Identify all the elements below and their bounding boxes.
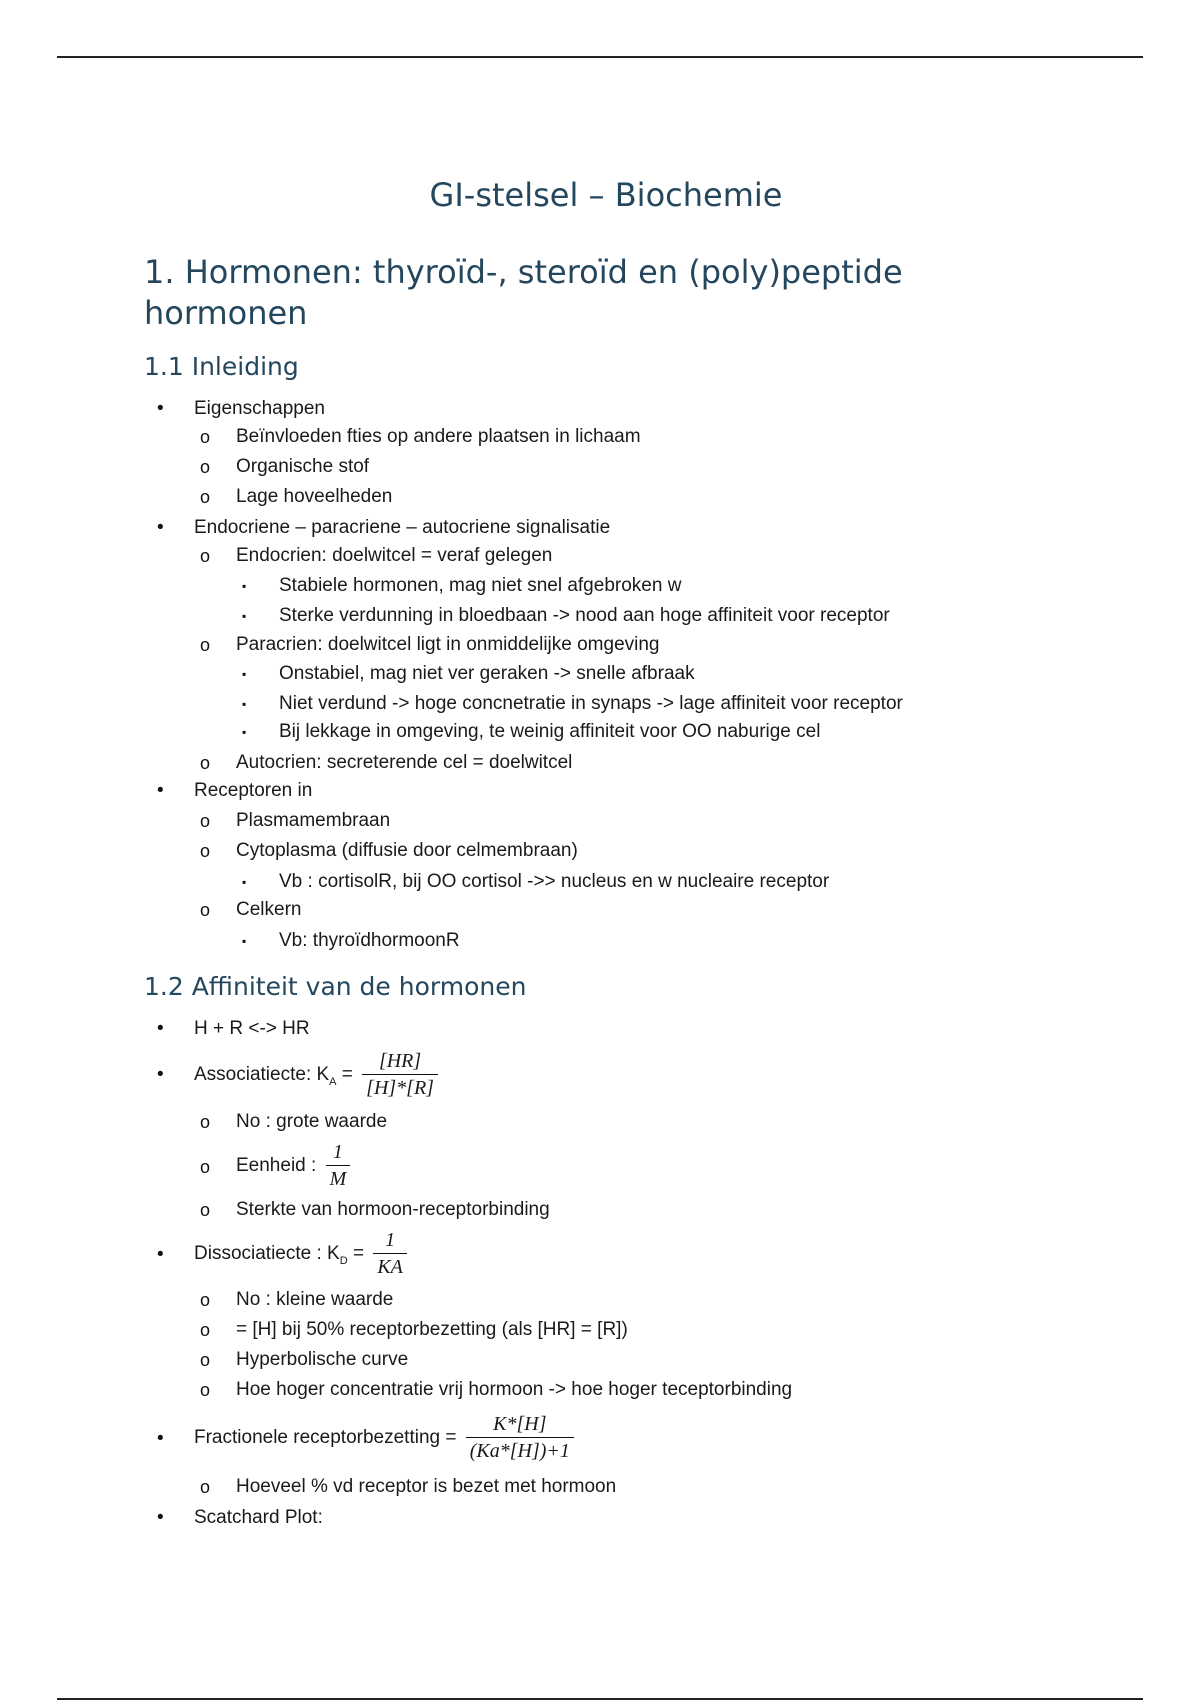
dissoc-fraction: [373, 1227, 407, 1280]
bullet-l2: o: [200, 1350, 211, 1370]
bullet-l2: o: [200, 487, 211, 507]
list-item: Hoe hoger concentratie vrij hormoon -> hoe hoger teceptorbinding: [236, 1379, 793, 1400]
dissoc-denominator: KA: [373, 1253, 407, 1280]
dissoc-subscript: D: [339, 1254, 348, 1267]
bullet-l2: o: [200, 1112, 211, 1132]
bullet-l3: ▪: [242, 697, 247, 711]
eenheid-numerator: 1: [332, 1141, 343, 1164]
heading-hormonen: 1. Hormonen: thyroïd-, steroïd en (poly)peptide hormonen: [144, 253, 903, 332]
occupancy-denominator: (Ka*[H])+1: [466, 1437, 574, 1464]
list-item: Hoeveel % vd receptor is bezet met hormoon: [236, 1476, 617, 1497]
bullet-l2: o: [200, 635, 211, 655]
bullet-l1: •: [157, 398, 164, 419]
list-item: Paracrien: doelwitcel ligt in onmiddelijke omgeving: [236, 634, 660, 655]
bullet-l2: o: [200, 811, 211, 831]
bullet-l1: •: [157, 1018, 164, 1039]
list-item: Scatchard Plot:: [194, 1507, 323, 1528]
list-item: Sterkte van hormoon-receptorbinding: [236, 1199, 550, 1220]
eenheid-fraction: [326, 1139, 351, 1192]
list-item: Cytoplasma (diffusie door celmembraan): [236, 840, 578, 861]
occupancy-fraction: [466, 1411, 574, 1464]
bullet-l1: •: [157, 1064, 164, 1085]
occupancy-numerator: K*[H]: [493, 1413, 547, 1436]
list-item: Sterke verdunning in bloedbaan -> nood aan hoge affiniteit voor receptor: [279, 605, 890, 626]
document-title: GI-stelsel – Biochemie: [429, 176, 783, 214]
list-item: Vb : cortisolR, bij OO cortisol ->> nucleus en w nucleaire receptor: [279, 871, 830, 892]
list-item: Endocrien: doelwitcel = veraf gelegen: [236, 545, 553, 566]
frac-label: Fractionele receptorbezetting =: [194, 1427, 457, 1448]
bullet-l2: o: [200, 427, 211, 447]
bullet-l2: o: [200, 1380, 211, 1400]
header-rule: [57, 56, 1143, 58]
list-item: H + R <-> HR: [194, 1018, 310, 1039]
bullet-l3: ▪: [242, 725, 247, 739]
list-item: Bij lekkage in omgeving, te weinig affiniteit voor OO naburige cel: [279, 721, 821, 742]
dissoc-numerator: 1: [385, 1229, 396, 1252]
assoc-subscript: A: [329, 1075, 337, 1088]
eenheid-denominator: M: [326, 1165, 351, 1192]
bullet-l1: •: [157, 1428, 164, 1449]
list-item: Onstabiel, mag niet ver geraken -> snelle afbraak: [279, 663, 695, 684]
bullet-l3: ▪: [242, 934, 247, 948]
heading-inleiding: 1.1 Inleiding: [144, 352, 299, 381]
assoc-fraction: [362, 1048, 438, 1101]
list-item: Niet verdund -> hoge concnetratie in synaps -> lage affiniteit voor receptor: [279, 693, 903, 714]
eenheid-label: Eenheid :: [236, 1155, 317, 1176]
bullet-l3: ▪: [242, 609, 247, 623]
list-item: Beïnvloeden fties op andere plaatsen in lichaam: [236, 426, 641, 447]
list-item: Stabiele hormonen, mag niet snel afgebroken w: [279, 575, 682, 596]
dissoc-label: Dissociatiecte : K: [194, 1243, 340, 1264]
assoc-numerator: [HR]: [378, 1050, 422, 1073]
assoc-label: Associatiecte: K: [194, 1064, 330, 1085]
bullet-l3: ▪: [242, 667, 247, 681]
heading-affiniteit: 1.2 Affiniteit van de hormonen: [144, 972, 527, 1001]
bullet-l1: •: [157, 1244, 164, 1265]
bullet-l2: o: [200, 753, 211, 773]
bullet-l2: o: [200, 1320, 211, 1340]
bullet-l3: ▪: [242, 875, 247, 889]
list-item: Plasmamembraan: [236, 810, 391, 831]
dissoc-constant-line: Dissociatiecte : $K_D$ = $\frac{1}{KA}$: [194, 1219, 407, 1296]
assoc-denominator: [H]*[R]: [362, 1074, 438, 1101]
bullet-l1: •: [157, 517, 164, 538]
bullet-l1: •: [157, 780, 164, 801]
list-item: Vb: thyroïdhormoonR: [279, 930, 460, 951]
list-item: Eigenschappen: [194, 398, 325, 419]
list-item: No : kleine waarde: [236, 1289, 394, 1310]
list-item: Lage hoveelheden: [236, 486, 393, 507]
list-item: No : grote waarde: [236, 1111, 388, 1132]
bullet-l1: •: [157, 1507, 164, 1528]
bullet-l2: o: [200, 457, 211, 477]
list-item: Organische stof: [236, 456, 370, 477]
bullet-l3: ▪: [242, 579, 247, 593]
list-item: = [H] bij 50% receptorbezetting (als [HR] = [R]): [236, 1319, 628, 1340]
bullet-l2: o: [200, 900, 211, 920]
list-item: Celkern: [236, 899, 302, 920]
bullet-l2: o: [200, 1157, 211, 1177]
bullet-l2: o: [200, 1290, 211, 1310]
assoc-constant-line: Associatiecte: $K_A$ = $\frac{[HR]}{[H]*[R]}$: [194, 1040, 438, 1117]
list-item: Receptoren in: [194, 780, 313, 801]
fractional-occupancy-line: [194, 1403, 574, 1473]
eenheid-line: [236, 1131, 350, 1201]
list-item: Hyperbolische curve: [236, 1349, 409, 1370]
bullet-l2: o: [200, 1477, 211, 1497]
bullet-l2: o: [200, 841, 211, 861]
bullet-l2: o: [200, 546, 211, 566]
bullet-l2: o: [200, 1200, 211, 1220]
list-item: Endocriene – paracriene – autocriene signalisatie: [194, 517, 611, 538]
list-item: Autocrien: secreterende cel = doelwitcel: [236, 752, 573, 773]
